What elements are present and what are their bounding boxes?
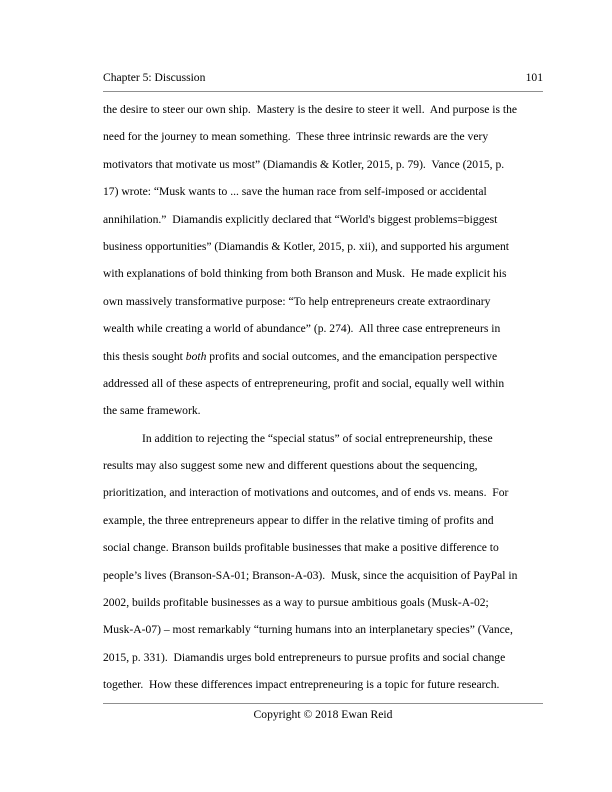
text-segment: the desire to steer our own ship. Mastery is the desire to steer it well. And purpose is the xyxy=(103,103,518,116)
text-line xyxy=(103,315,563,342)
footer-rule xyxy=(103,703,543,704)
text-segment: with explanations of bold thinking from both Branson and Musk. He made explicit his xyxy=(103,267,507,281)
text-line xyxy=(103,452,563,479)
text-line xyxy=(103,425,563,452)
text-line xyxy=(103,206,563,233)
text-segment: motivators that motivate us most” (Diamandis & Kotler, 2015, p. 79). Vance (2015, p. xyxy=(103,157,505,171)
text-line xyxy=(103,397,563,424)
text-segment: this thesis sought xyxy=(103,349,186,363)
italic-text-segment: both xyxy=(185,349,207,363)
text-segment: In addition to rejecting the “special status” of social entrepreneurship, these xyxy=(142,431,493,445)
text-line xyxy=(103,178,563,205)
text-segment: people’s lives (Branson-SA-01; Branson-A-03). Musk, since the acquisition of PayPal in xyxy=(103,568,518,582)
header-rule xyxy=(103,91,543,92)
text-line xyxy=(103,96,563,123)
text-line xyxy=(103,233,563,260)
text-segment: need for the journey to mean something. These three intrinsic rewards are the very xyxy=(103,130,489,144)
text-line xyxy=(103,562,563,589)
text-segment: 17) wrote: “Musk wants to ... save the human race from self-imposed or accidental xyxy=(103,185,487,199)
text-segment: 2015, p. 331). Diamandis urges bold entrepreneurs to pursue profits and social change xyxy=(103,650,506,664)
text-segment: the same framework. xyxy=(103,404,201,418)
text-line xyxy=(103,288,563,315)
text-line xyxy=(103,616,563,643)
text-segment: annihilation.” Diamandis explicitly declared that “World's biggest problems=biggest xyxy=(103,212,498,226)
text-line xyxy=(103,644,563,671)
text-line xyxy=(103,151,563,178)
text-segment: business opportunities” (Diamandis & Kotler, 2015, p. xii), and supported his argument xyxy=(103,239,510,253)
text-line xyxy=(103,534,563,561)
text-segment: own massively transformative purpose: “To help entrepreneurs create extraordinary xyxy=(103,294,491,308)
text-segment: prioritization, and interaction of motivations and outcomes, and of ends vs. means. For xyxy=(103,486,509,500)
text-segment: addressed all of these aspects of entrepreneuring, profit and social, equally well within xyxy=(103,376,505,390)
text-segment: wealth while creating a world of abundance” (p. 274). All three case entrepreneurs in xyxy=(103,322,501,336)
text-segment: results may also suggest some new and different questions about the sequencing, xyxy=(103,459,478,473)
body-text xyxy=(103,96,563,699)
copyright-notice: Copyright © 2018 Ewan Reid xyxy=(253,708,393,721)
text-line xyxy=(103,260,563,287)
text-segment: together. How these differences impact entrepreneuring is a topic for future research. xyxy=(103,678,500,692)
text-line xyxy=(103,589,563,616)
text-segment: 2002, builds profitable businesses as a way to pursue ambitious goals (Musk-A-02; xyxy=(103,596,489,610)
text-segment: profits and social outcomes, and the emancipation perspective xyxy=(206,349,498,363)
text-line xyxy=(103,479,563,506)
chapter-title: Chapter 5: Discussion xyxy=(103,71,206,84)
text-segment: Musk-A-07) – most remarkably “turning humans into an interplanetary species” (Vance, xyxy=(103,623,513,637)
text-segment: example, the three entrepreneurs appear to differ in the relative timing of profits and xyxy=(103,513,494,527)
text-segment: social change. Branson builds profitable businesses that make a positive difference to xyxy=(103,541,499,555)
page-number: 101 xyxy=(525,71,543,84)
text-line xyxy=(103,123,563,150)
text-line xyxy=(103,507,563,534)
text-line xyxy=(103,343,563,370)
text-line xyxy=(103,671,563,698)
page-header xyxy=(103,71,543,85)
text-line xyxy=(103,370,563,397)
